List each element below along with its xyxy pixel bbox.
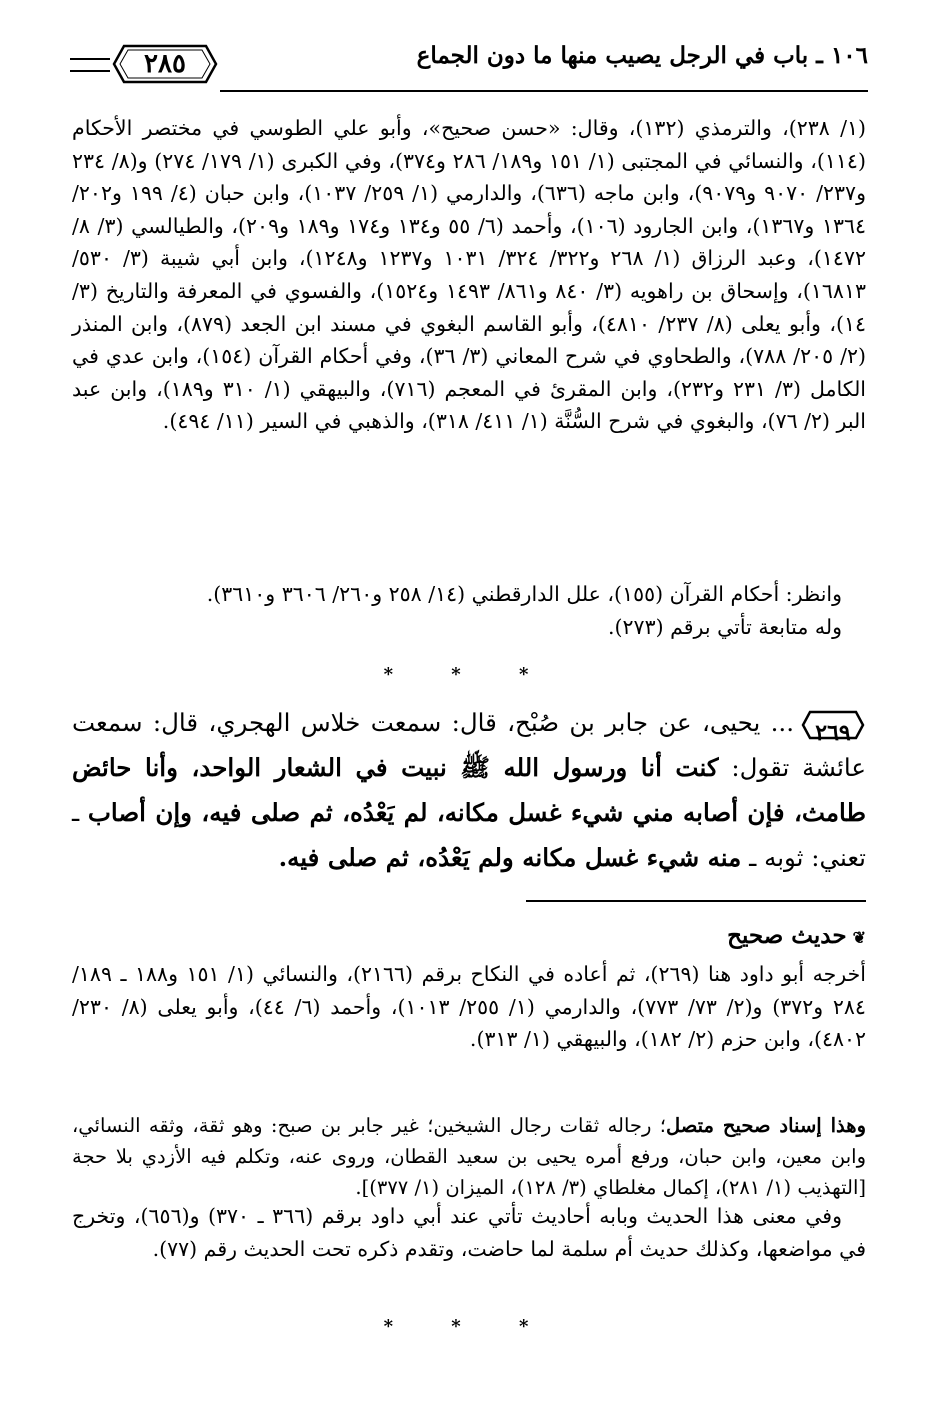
takhrij-paragraph: أخرجه أبو داود هنا (٢٦٩)، ثم أعاده في النكاح برقم (٢١٦٦)، والنسائي (١/ ١٥١ و١٨٨ ـ ١٨٩/ ٢٨٤ و٣٧٢) و(٢/ ٧٣/ ٧٧٣)، والدارمي (١/ ٢٥٥/ ١٠١٣)، وأحمد (٦/ ٤٤)، وأبو يعلى (٨/ ٢٣٠/ ٤٨٠٢)، وابن حزم (٢/ ١٨٢)، والبيهقي (١/ ٣١٣). <box>72 962 866 1052</box>
see-also-line: وانظر: أحكام القرآن (١٥٥)، علل الدارقطني (١٤/ ٢٥٨ و٢٦٠/ ٣٦٠٦ و٣٦١٠). <box>206 582 842 606</box>
page-number-badge <box>110 40 220 88</box>
hadith-chain: ... يحيى، عن جابر بن صُبْح، قال: سمعت خلاس الهجري، قال: سمعت عائشة تقول: <box>72 708 866 782</box>
hadith-gloss: ـ تعني: ثوبه ـ <box>72 798 866 872</box>
page-header <box>70 38 868 94</box>
book-icon: ❦ <box>852 927 866 947</box>
hadith-number: ٢٦٩ <box>815 719 851 746</box>
hadith-matn-1: كنت أنا ورسول الله ﷺ نبيت في الشعار الواحد، وأنا حائض طامث، فإن أصابه مني شيء غسل مكانه، لم يَعْدُه، ثم صلى فيه، وإن أصاب <box>72 753 867 827</box>
section-separator: * * * <box>383 664 555 685</box>
grade-label: حديث صحيح <box>727 922 847 949</box>
isnad-details: ؛ رجاله ثقات رجال الشيخين؛ غير جابر بن صبح: وهو ثقة، وثقه النسائي، وابن معين، وابن حبان، ورفع أمره يحيى بن سعيد القطان، وروى عنه، وتكلم فيه الأزدي بلا حجة [التهذيب (١/ ٢٨١)، إكمال مغلطاي (٣/ ١٢٨)، الميزان (١/ ٣٧٧)]. <box>72 1114 866 1199</box>
page-number: ٢٨٥ <box>144 49 186 79</box>
hadith-number-badge <box>800 709 866 746</box>
chapter-title: ١٠٦ ـ باب في الرجل يصيب منها ما دون الجماع <box>416 42 868 69</box>
grade-heading <box>727 922 866 949</box>
commentary-see-also <box>72 578 866 644</box>
isnad-paragraph <box>72 1110 866 1203</box>
hadith-matn-2: منه شيء غسل مكانه ولم يَعْدُه، ثم صلى فيه. <box>278 843 742 872</box>
header-double-rule <box>70 58 110 72</box>
end-separator: * * * <box>383 1316 555 1337</box>
footnote-divider <box>526 900 866 902</box>
related-hadith-paragraph: وفي معنى هذا الحديث وبابه أحاديث تأتي عند أبي داود برقم (٣٦٦ ـ ٣٧٠) و(٦٥٦)، وتخرج في مواضعها، وكذلك حديث أم سلمة لما حاضت، وتقدم ذكره تحت الحديث رقم (٧٧). <box>72 1204 866 1261</box>
header-rule <box>220 90 868 92</box>
commentary-references: (١/ ٢٣٨)، والترمذي (١٣٢)، وقال: «حسن صحيح»، وأبو علي الطوسي في مختصر الأحكام (١١٤)، والنسائي في المجتبى (١/ ١٥١ و١٨٩/ ٢٨٦ و٣٧٤)، وفي الكبرى (١/ ١٧٩/ ٢٧٤) و(٨/ ٢٣٤ و٢٣٧/ ٩٠٧٠ و٩٠٧٩)، وابن ماجه (٦٣٦)، والدارمي (١/ ٢٥٩/ ١٠٣٧)، وابن حبان (٤/ ١٩٩ و٢٠٢/ ١٣٦٤ و١٣٦٧)، وابن الجارود (١٠٦)، وأحمد (٦/ ٥٥ و١٣٤ و١٧٤ و١٨٩ و٢٠٩)، والطيالسي (٣/ ٨/ ١٤٧٢)، وعبد الرزاق (١/ ٢٦٨ و٣٢٢/ ٣٢٤/ ١٠٣١ و١٢٣٧ و١٢٤٨)، وابن أبي شيبة (٣/ ٥٣٠/ ١٦٨١٣)، وإسحاق بن راهويه (٣/ ٨٤٠ و٨٦١/ ١٤٩٣ و١٥٢٤)، والفسوي في المعرفة والتاريخ (٣/ ١٤)، وأبو يعلى (٨/ ٢٣٧/ ٤٨١٠)، وأبو القاسم البغوي في مسند ابن الجعد (٨٧٩)، وابن المنذر (٢/ ٢٠٥/ ٧٨٨)، والطحاوي في شرح المعاني (٣/ ٣٦)، وفي أحكام القرآن (١٥٤)، وابن عدي في الكامل (٣/ ٢٣١ و٢٣٢)، وابن المقرئ في المعجم (٧١٦)، والبيهقي (١/ ٣١٠ و١٨٩)، وابن عبد البر (٢/ ٧٦)، والبغوي في شرح السُّنَّة (١/ ٤١١/ ٣١٨)، والذهبي في السير (١١/ ٤٩٤). <box>72 116 867 434</box>
follow-up-line: وله متابعة تأتي برقم (٢٧٣). <box>608 615 842 639</box>
hadith-text <box>72 700 866 880</box>
isnad-verdict: وهذا إسناد صحيح متصل <box>665 1114 866 1137</box>
